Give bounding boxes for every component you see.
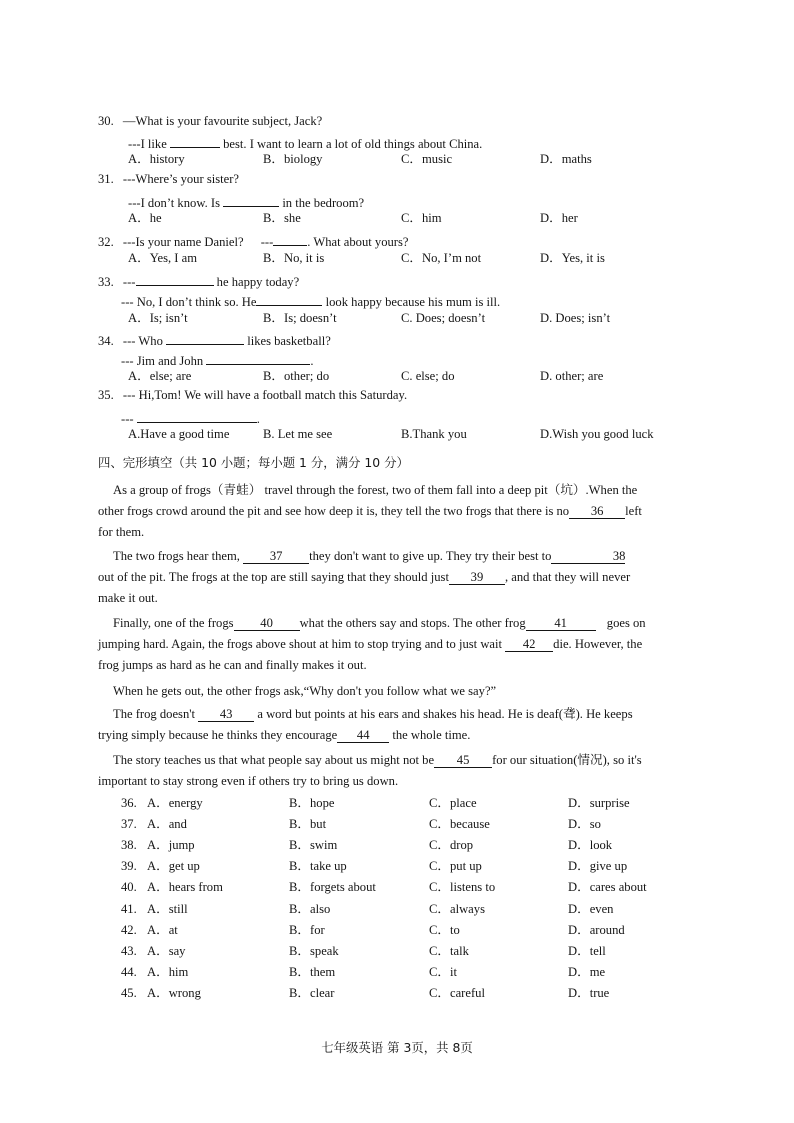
section-title: 四、完形填空（共 10 小题；每小题 1 分，满分 10 分） [98,455,409,470]
dialogue-text: . [256,412,260,426]
option-c: C. Does; doesn’t [401,311,486,325]
dialogue-text: --- [122,275,136,289]
answer-blank [170,134,220,148]
option-d: D．her [540,211,578,225]
passage-line: As a group of frogs（青蛙） travel through the forest, two of them fall into a deep pit（坑）.When the [113,483,638,497]
choice-number: 42. [121,923,137,937]
question-34-line2 [121,351,314,368]
dialogue-text: --- Who [122,334,163,348]
choice-option-d: D．look [568,838,613,852]
passage-line: make it out. [98,591,158,605]
choice-option-d: D．cares about [568,880,647,894]
answer-blank [206,351,310,365]
question-30 [98,115,322,128]
choice-option-a: A．jump [147,838,195,852]
answer-blank [137,409,257,423]
passage-line [113,754,642,768]
passage-text: die. However, the [553,637,643,651]
question-31-line2 [128,193,364,210]
option-c: C．No, I’m not [401,251,482,265]
passage-line: for them. [98,525,145,539]
passage-text: left [625,504,642,518]
cloze-blank-43: 43 [198,708,254,722]
choice-number: 39. [121,859,137,873]
choice-option-a: A．say [147,944,186,958]
option-a: A．Yes, I am [128,251,198,265]
choice-option-d: D．so [568,817,601,831]
passage-text: the whole time. [392,728,471,742]
dialogue-text: . [310,354,314,368]
choice-number: 38. [121,838,137,852]
choice-option-b: B．speak [289,944,339,958]
choice-option-c: C．to [429,923,460,937]
choice-option-c: C．it [429,965,457,979]
dialogue-text: . What about yours? [307,235,409,249]
passage-text: The story teaches us that what people say about us might not be [113,753,435,767]
question-31 [98,173,239,186]
cloze-blank-38: 38 [551,550,625,564]
dialogue-text: look happy because his mum is ill. [325,295,501,309]
dialogue-text: ---I like [128,137,167,151]
cloze-blank-36: 36 [569,505,625,519]
option-d: D.Wish you good luck [540,427,654,441]
choice-option-c: C．drop [429,838,474,852]
passage-text: out of the pit. The frogs at the top are still saying that they should just [98,570,449,584]
choice-option-c: C．put up [429,859,482,873]
option-b: B. Let me see [263,427,333,441]
choice-option-c: C．because [429,817,490,831]
option-b: B．Is; doesn’t [263,311,337,325]
choice-option-c: C．place [429,796,477,810]
answer-blank [256,292,322,306]
passage-line [113,550,625,564]
passage-line [113,708,633,722]
question-number: 35. [98,388,114,402]
choice-option-b: B．clear [289,986,335,1000]
choice-option-a: A．wrong [147,986,201,1000]
choice-option-a: A．hears from [147,880,223,894]
passage-line [98,505,642,519]
dialogue-text: best. I want to learn a lot of old things about China. [223,137,483,151]
dialogue-text: --- [121,412,134,426]
answer-blank [136,272,214,286]
choice-option-a: A．still [147,902,188,916]
answer-blank [166,331,244,345]
choice-option-d: D．true [568,986,610,1000]
passage-text: a word but points at his ears and shakes his head. He is deaf(聋). He keeps [257,707,633,721]
passage-text: , and that they will never [504,570,631,584]
choice-option-c: C．careful [429,986,485,1000]
passage-text: what the others say and stops. The other frog [299,616,526,630]
choice-option-a: A．energy [147,796,203,810]
option-a: A．he [128,211,162,225]
choice-option-a: A．get up [147,859,200,873]
option-b: B．biology [263,152,323,166]
option-d: D．Yes, it is [540,251,605,265]
passage-line: When he gets out, the other frogs ask,“Why don't you follow what we say?” [113,684,497,698]
option-c: B.Thank you [401,427,467,441]
choice-option-c: C．always [429,902,485,916]
question-34 [98,331,331,348]
question-number: 34. [98,334,114,348]
passage-text: other frogs crowd around the pit and see how deep it is, they tell the two frogs that there is no [98,504,570,518]
choice-option-b: B．for [289,923,325,937]
passage-text: they don't want to give up. They try their best to [309,549,552,563]
passage-line [98,571,630,585]
cloze-blank-44: 44 [337,729,389,743]
option-a: A.Have a good time [128,427,230,441]
question-number: 33. [98,275,114,289]
option-d: D. other; are [540,369,604,383]
question-text: —What is your favourite subject, Jack? [122,114,323,128]
choice-number: 40. [121,880,137,894]
answer-blank [273,232,307,246]
choice-number: 44. [121,965,137,979]
choice-option-a: A．at [147,923,178,937]
choice-option-a: A．him [147,965,189,979]
question-number: 32. [98,235,114,249]
choice-number: 45. [121,986,137,1000]
choice-option-a: A．and [147,817,187,831]
option-d: D. Does; isn’t [540,311,611,325]
passage-text: trying simply because he thinks they encourage [98,728,338,742]
question-32 [98,232,409,249]
question-number: 31. [98,172,114,186]
passage-line [113,617,646,631]
passage-line: important to stay strong even if others try to bring us down. [98,774,399,788]
choice-option-c: C．listens to [429,880,496,894]
choice-option-c: C．talk [429,944,469,958]
question-text: --- Hi,Tom! We will have a football match this Saturday. [122,388,408,402]
question-33-line2 [121,292,500,309]
cloze-blank-39: 39 [449,571,505,585]
question-33 [98,272,299,289]
dialogue-text: in the bedroom? [282,196,365,210]
option-a: A．history [128,152,185,166]
passage-text: for our situation(情况), so it's [492,753,642,767]
cloze-blank-41: 41 [526,617,596,631]
choice-option-d: D．give up [568,859,628,873]
passage-text: The frog doesn't [113,707,196,721]
passage-text: jumping hard. Again, the frogs above shout at him to stop trying and to just wait [98,637,503,651]
option-c: C．him [401,211,442,225]
option-b: B．other; do [263,369,330,383]
dialogue-text: ---I don’t know. Is [128,196,220,210]
passage-line [98,729,470,743]
cloze-blank-40: 40 [234,617,300,631]
choice-option-d: D．tell [568,944,606,958]
choice-option-d: D．even [568,902,614,916]
question-text: he happy today? [216,275,300,289]
option-c: C. else; do [401,369,455,383]
question-number: 30. [98,114,114,128]
question-text: likes basketball? [247,334,331,348]
option-c: C．music [401,152,453,166]
choice-option-d: D．surprise [568,796,630,810]
choice-option-b: B．take up [289,859,347,873]
choice-number: 37. [121,817,137,831]
option-b: B．No, it is [263,251,325,265]
dialogue-text: --- Jim and John [121,354,204,368]
passage-line [98,638,642,652]
choice-option-b: B．also [289,902,331,916]
choice-number: 43. [121,944,137,958]
cloze-blank-37: 37 [243,550,309,564]
option-a: A．else; are [128,369,192,383]
choice-option-b: B．swim [289,838,338,852]
option-b: B．she [263,211,301,225]
question-text: ---Is your name Daniel? [122,235,244,249]
choice-option-b: B．them [289,965,336,979]
page-footer: 七年级英语 第 3页，共 8页 [321,1040,473,1055]
cloze-blank-45: 45 [434,754,492,768]
passage-text: goes on [606,616,646,630]
choice-option-d: D．around [568,923,625,937]
question-text: ---Where’s your sister? [122,172,239,186]
cloze-blank-42: 42 [505,638,553,652]
answer-blank [223,193,279,207]
passage-text: The two frogs hear them, [113,549,240,563]
choice-option-b: B．forgets about [289,880,376,894]
question-35-line2 [121,409,260,426]
choice-option-b: B．but [289,817,327,831]
question-35 [98,389,407,402]
option-a: A．Is; isn’t [128,311,188,325]
passage-text: Finally, one of the frogs [113,616,234,630]
passage-line: frog jumps as hard as he can and finally makes it out. [98,658,367,672]
choice-number: 41. [121,902,137,916]
question-30-line2 [128,134,482,151]
option-d: D．maths [540,152,592,166]
choice-option-d: D．me [568,965,606,979]
choice-number: 36. [121,796,137,810]
choice-option-b: B．hope [289,796,335,810]
dialogue-text: --- [260,235,274,249]
dialogue-text: --- No, I don’t think so. He [121,295,257,309]
